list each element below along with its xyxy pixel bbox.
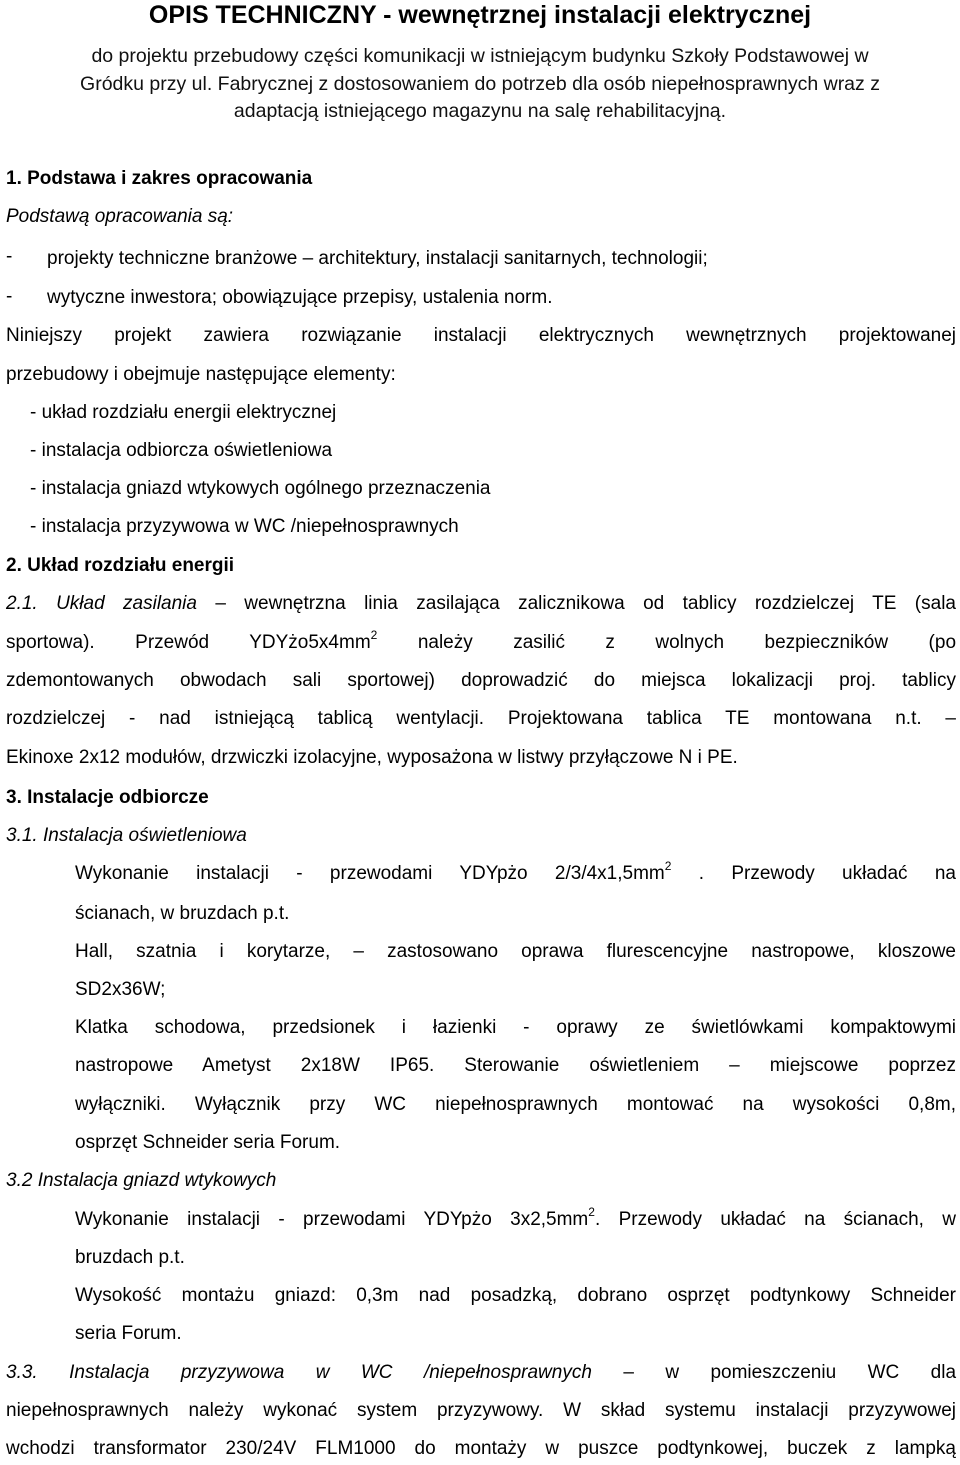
paragraph-line xyxy=(75,940,956,964)
paragraph-line xyxy=(6,592,956,616)
paragraph-text xyxy=(6,1362,956,1383)
document-title: OPIS TECHNICZNY - wewnętrznej instalacji elektrycznej xyxy=(148,1,812,29)
superscript: 2 xyxy=(588,1205,595,1219)
subsection-label: 2.1. Układ zasilania xyxy=(6,593,197,614)
list-item: - instalacja gniazd wtykowych ogólnego przeznaczenia xyxy=(30,478,491,499)
subsection-label: 3.2 Instalacja gniazd wtykowych xyxy=(6,1170,277,1191)
paragraph-line: Ekinoxe 2x12 modułów, drzwiczki izolacyjne, wyposażona w listwy przyłączowe N i PE. xyxy=(6,747,738,768)
paragraph-line: bruzdach p.t. xyxy=(75,1247,185,1268)
paragraph-line xyxy=(6,707,956,731)
superscript: 2 xyxy=(370,628,378,642)
paragraph-line: przebudowy i obejmuje następujące elementy: xyxy=(6,364,396,385)
paragraph-text: Klatka schodowa, przedsionek i łazienki - oprawy ze świetlówkami kompaktowymi xyxy=(75,1017,956,1038)
paragraph-line xyxy=(75,1284,956,1308)
bullet-dash: - xyxy=(6,246,13,267)
subsection-label: 3.1. Instalacja oświetleniowa xyxy=(6,825,247,846)
section-3-heading: 3. Instalacje odbiorcze xyxy=(6,787,209,808)
paragraph-text: Wykonanie instalacji - przewodami YDYpżo 2/3/4x1,5mm xyxy=(75,863,665,884)
paragraph-text xyxy=(6,593,956,614)
list-item: - instalacja odbiorcza oświetleniowa xyxy=(30,440,333,461)
paragraph-text: sportowa). Przewód YDYżo5x4mm xyxy=(6,632,371,653)
paragraph-text: wchodzi transformator 230/24V FLM1000 do montaży w puszce podtynkowej, buczek z lampką xyxy=(6,1438,956,1459)
subtitle-line: do projektu przebudowy części komunikacji w istniejącym budynku Szkoły Podstawowej w xyxy=(91,45,869,67)
paragraph-line xyxy=(6,669,956,693)
paragraph-text: zdemontowanych obwodach sali sportowej) doprowadzić do miejsca lokalizacji proj. tablicy xyxy=(6,670,956,691)
paragraph-text: niepełnosprawnych należy wykonać system przyzywowy. W skład systemu instalacji przyzywowej xyxy=(6,1400,956,1421)
paragraph-text xyxy=(75,859,956,884)
paragraph-line xyxy=(6,1399,956,1423)
subsection-label: 3.3. Instalacja przyzywowa w WC /niepełnosprawnych xyxy=(6,1362,592,1383)
section-1-intro: Podstawą opracowania są: xyxy=(6,206,234,227)
paragraph-line xyxy=(75,1054,956,1078)
paragraph-text: nastropowe Ametyst 2x18W IP65. Sterowanie oświetleniem – miejscowe poprzez xyxy=(75,1055,956,1076)
paragraph-line: osprzęt Schneider seria Forum. xyxy=(75,1132,341,1153)
paragraph-text: Wysokość montażu gniazd: 0,3m nad posadzką, dobrano osprzęt podtynkowy Schneider xyxy=(75,1285,956,1306)
list-item: - instalacja przyzywowa w WC /niepełnosprawnych xyxy=(30,516,459,537)
paragraph-line: ścianach, w bruzdach p.t. xyxy=(75,903,290,924)
paragraph-text: Niniejszy projekt zawiera rozwiązanie instalacji elektrycznych wewnętrznych projektowanej xyxy=(6,325,956,346)
bullet-item: projekty techniczne branżowe – architektury, instalacji sanitarnych, technologii; xyxy=(47,248,708,269)
paragraph-line xyxy=(75,1205,956,1232)
paragraph-text: należy zasilić z wolnych bezpieczników (po xyxy=(417,632,957,653)
paragraph-line: SD2x36W; xyxy=(75,979,166,1000)
paragraph-text: Wykonanie instalacji - przewodami YDYpżo 3x2,5mm xyxy=(75,1209,589,1230)
paragraph-text: – wewnętrzna linia zasilająca zalicznikowa od tablicy rozdzielczej TE (sala xyxy=(215,593,956,614)
bullet-item: wytyczne inwestora; obowiązujące przepisy, ustalenia norm. xyxy=(47,287,553,308)
paragraph-line xyxy=(6,324,956,348)
superscript: 2 xyxy=(664,859,672,873)
paragraph-text: . Przewody układać na ścianach, w xyxy=(594,1209,956,1230)
subtitle-line: Gródku przy ul. Fabrycznej z dostosowaniem do potrzeb dla osób niepełnosprawnych wraz z xyxy=(80,72,880,95)
bullet-dash: - xyxy=(6,286,13,307)
list-item: - układ rozdziału energii elektrycznej xyxy=(30,402,337,423)
subtitle-line: adaptacją istniejącego magazynu na salę rehabilitacyjną. xyxy=(233,100,727,122)
paragraph-text xyxy=(6,628,957,653)
paragraph-text xyxy=(75,1205,956,1230)
paragraph-line xyxy=(6,628,957,655)
document-subtitle xyxy=(40,43,920,126)
paragraph-text: wyłączniki. Wyłącznik przy WC niepełnosprawnych montować na wysokości 0,8m, xyxy=(75,1094,956,1115)
section-1-heading: 1. Podstawa i zakres opracowania xyxy=(6,168,313,189)
section-2-heading: 2. Układ rozdziału energii xyxy=(6,555,235,576)
paragraph-line: seria Forum. xyxy=(75,1323,182,1344)
paragraph-line xyxy=(6,1437,956,1461)
paragraph-line xyxy=(75,859,956,886)
paragraph-line xyxy=(6,1361,956,1385)
paragraph-text: – w pomieszczeniu WC dla xyxy=(623,1362,957,1383)
paragraph-line xyxy=(75,1016,956,1040)
paragraph-line xyxy=(75,1093,956,1117)
paragraph-text: . Przewody układać na xyxy=(698,863,956,884)
paragraph-text: rozdzielczej - nad istniejącą tablicą wentylacji. Projektowana tablica TE montowana n.t. – xyxy=(6,708,956,729)
paragraph-text: Hall, szatnia i korytarze, – zastosowano oprawa flurescencyjne nastropowe, kloszowe xyxy=(75,941,956,962)
